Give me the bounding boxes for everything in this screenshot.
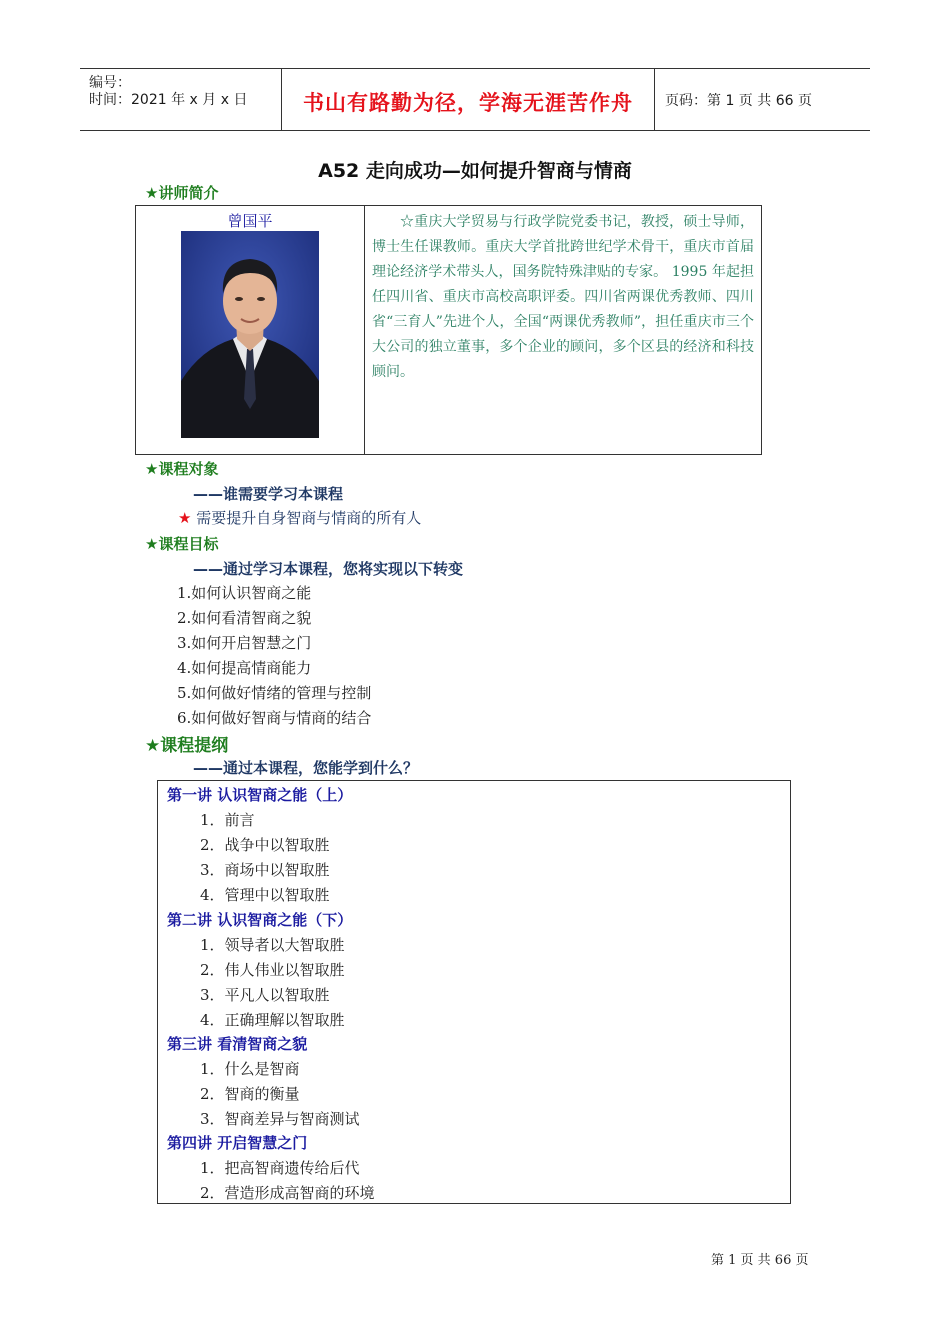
audience-line [178, 507, 421, 528]
header-page-cell [655, 69, 870, 130]
instructor-photo [181, 231, 319, 438]
audience-text: 需要提升自身智商与情商的所有人 [191, 509, 422, 527]
document-number: 编号： [89, 75, 131, 91]
page-footer: 第 1 页 共 66 页 [711, 1253, 809, 1268]
page-header [80, 68, 870, 131]
document-date: 时间：2021 年 x 月 x 日 [89, 92, 248, 108]
goal-item: 4.如何提高情商能力 [177, 659, 312, 677]
lecture-item: 2．战争中以智取胜 [200, 836, 330, 854]
instructor-photo-cell [136, 206, 365, 454]
section-instructor: ★讲师简介 [145, 184, 219, 202]
header-motto-cell [281, 69, 655, 130]
header-meta-cell [80, 69, 281, 130]
lecture-item: 1．把高智商遗传给后代 [200, 1159, 360, 1177]
instructor-table [135, 205, 762, 455]
instructor-name: 曾国平 [227, 212, 273, 230]
goals-subtitle: ——通过学习本课程，您将实现以下转变 [193, 560, 464, 578]
lecture-item: 3．平凡人以智取胜 [200, 986, 330, 1004]
goal-item: 5.如何做好情绪的管理与控制 [177, 684, 372, 702]
motto: 书山有路勤为径，学海无涯苦作舟 [303, 91, 633, 115]
star-icon: ★ [178, 509, 192, 527]
instructor-bio: ☆重庆大学贸易与行政学院党委书记，教授，硕士导师，博士生任课教师。重庆大学首批跨世纪学术骨干，重庆市首届理论经济学术带头人，国务院特殊津贴的专家。 1995 年起担任四川省、重庆市高校高职评委。四川省两课优秀教师、四川省“三育人”先进个人，全国“两课优秀教师”，担任重庆市三个大公司的独立董事，多个企业的顾问，多个区县的经济和科技顾问。 [372, 214, 754, 380]
lecture-item: 1．领导者以大智取胜 [200, 936, 345, 954]
goal-item: 6.如何做好智商与情商的结合 [177, 709, 372, 727]
section-outline: ★课程提纲 [145, 736, 229, 756]
lecture-item: 4．正确理解以智取胜 [200, 1011, 345, 1029]
section-goals: ★课程目标 [145, 535, 219, 553]
lecture-item: 4．管理中以智取胜 [200, 886, 330, 904]
outline-box [157, 780, 791, 1204]
lecture-title: 第一讲 认识智商之能（上） [167, 786, 353, 804]
audience-subtitle: ——谁需要学习本课程 [193, 485, 344, 503]
lecture-item: 2．营造形成高智商的环境 [200, 1184, 375, 1202]
goal-item: 2.如何看清智商之貌 [177, 609, 312, 627]
page-number: 页码：第 1 页 共 66 页 [665, 93, 812, 109]
lecture-item: 2．伟人伟业以智取胜 [200, 961, 345, 979]
lecture-title: 第二讲 认识智商之能（下） [167, 911, 353, 929]
lecture-item: 2．智商的衡量 [200, 1085, 300, 1103]
goal-item: 3.如何开启智慧之门 [177, 634, 312, 652]
lecture-title: 第四讲 开启智慧之门 [167, 1134, 308, 1152]
section-audience: ★课程对象 [145, 460, 219, 478]
lecture-title: 第三讲 看清智商之貌 [167, 1035, 308, 1053]
lecture-item: 1．什么是智商 [200, 1060, 300, 1078]
document-title: A52 走向成功—如何提升智商与情商 [318, 160, 632, 182]
lecture-item: 3．商场中以智取胜 [200, 861, 330, 879]
lecture-item: 1．前言 [200, 811, 255, 829]
lecture-item: 3．智商差异与智商测试 [200, 1110, 360, 1128]
outline-subtitle: ——通过本课程，您能学到什么？ [193, 759, 419, 777]
goal-item: 1.如何认识智商之能 [177, 584, 312, 602]
